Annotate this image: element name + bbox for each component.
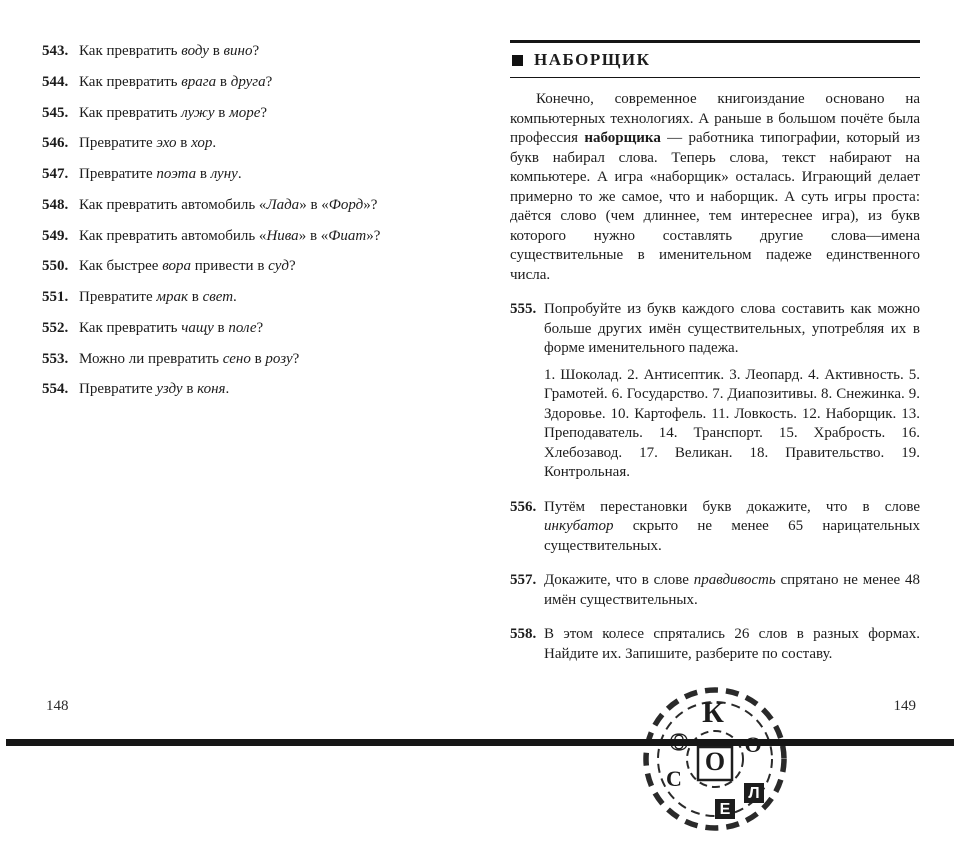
text-run: »? [366,227,381,244]
question-item [42,380,474,399]
question-number: 551. [42,289,69,305]
text-run: Как превратить [79,43,182,59]
text-run: ? [288,258,296,275]
text-run: . [233,289,237,305]
text-run: Как превратить автомобиль « [79,196,267,213]
question-number: 546. [42,135,69,152]
question-item [42,257,474,276]
text-run: Превратите [79,135,157,152]
text-run: Как превратить [79,319,182,336]
question-item [42,165,474,184]
exercise-item [510,498,920,557]
text-run: Как превратить [79,104,182,121]
exercise-paragraph [544,366,920,483]
italic-text: сено [222,350,251,367]
text-run: 1. Шоколад. 2. Антисептик. 3. Леопард. 4. Активность. 5. Грамотей. 6. Государство. 7. Диапозитивы. 8. Снежинка. 9. Здоровье. 10. Картофель. 11. Ловкость. 12. Наборщик. 13. Преподаватель. 14. Транспорт. 15. Храбрость. 16. Хлебозавод. 17. Великан. 18. Правительство. 19. Контрольная. [544,366,920,480]
italic-text: воду [181,43,209,59]
question-item [42,134,474,153]
question-item [42,73,474,92]
question-text [79,257,474,276]
question-number: 549. [42,227,69,244]
section-title: НАБОРЩИК [534,50,651,69]
italic-text: вора [162,258,192,275]
italic-text: друга [230,73,266,90]
italic-text: хор [191,135,213,152]
question-text [79,42,474,61]
text-run: » в « [298,227,329,244]
exercise-number: 556. [510,498,537,515]
italic-text: узду [156,381,183,398]
wheel-figure [625,674,805,849]
question-number: 544. [42,73,69,90]
text-run: Превратите [79,289,157,305]
wheel-letter [698,747,732,780]
question-number: 550. [42,258,69,275]
text-run: ? [265,73,273,90]
wheel-image [625,674,805,844]
text-run: . [225,381,230,398]
svg-text:Е: Е [719,801,731,818]
text-run: в [213,319,229,336]
question-item [42,350,474,369]
italic-text: чащу [181,319,214,336]
text-run: в [182,381,198,398]
italic-text: поле [228,319,257,336]
question-number: 543. [42,43,69,59]
italic-text: море [229,104,261,121]
scan-edge [6,739,954,746]
question-item [42,227,474,246]
question-text [79,165,474,184]
italic-text: свет [202,289,234,305]
question-text [79,350,474,369]
right-page-number: 149 [893,698,916,714]
question-text [79,288,474,307]
text-run: в [196,166,211,182]
exercise-item [510,571,920,610]
exercise-number: 555. [510,301,537,317]
italic-text: коня [197,381,226,398]
question-number: 553. [42,350,69,367]
text-run: Можно ли превратить [79,350,223,367]
italic-text: поэта [156,166,197,182]
svg-text:О: О [704,747,726,776]
text-run: скрыто не менее 65 нарицательных существительных. [544,518,920,554]
question-number: 545. [42,104,69,121]
text-run: — работника типографии, который из букв набирал слова. Теперь слова, текст набирают на компьютере. А игра «наборщик» осталась. Играющий делает примерно то же самое, что и наборщик. А суть игры проста: даётся слово (чем длиннее, тем интереснее игра), из букв которого нужно составлять другие слова—имена существительные в именительном падеже единственного числа. [510,130,920,283]
question-number: 547. [42,166,69,182]
italic-text: розу [265,350,293,367]
question-number: 552. [42,319,69,336]
text-run: в [176,135,192,152]
section-header [510,40,920,78]
question-text [79,73,474,92]
italic-text: правдивость [693,572,776,588]
question-item [42,288,474,307]
question-list [42,42,474,399]
text-run: Как быстрее [79,258,163,275]
italic-text: Форд [328,196,364,213]
italic-text: эхо [156,135,177,152]
right-page [510,40,920,849]
text-run: Превратите [79,166,157,182]
text-run: Как превратить [79,73,182,90]
italic-text: инкубатор [544,518,614,534]
italic-text: Нива [266,227,299,244]
exercise-number: 558. [510,626,537,642]
text-run: спрятано не менее 48 имён существительных. [544,572,920,608]
text-run: Как превратить автомобиль « [79,227,267,244]
exercise-paragraph [544,625,920,664]
text-run: ? [260,104,268,121]
exercise-number: 557. [510,572,537,588]
question-item [42,196,474,215]
exercise-paragraph [544,300,920,359]
text-run: . [237,166,242,182]
question-text [79,227,474,246]
exercise-paragraph [544,498,920,557]
text-run: ? [256,319,264,336]
intro-paragraph [510,90,920,285]
italic-text: вино [223,43,253,59]
question-number: 554. [42,381,69,398]
text-run: в [208,43,224,59]
question-number: 548. [42,196,69,213]
text-run: в [216,73,231,90]
question-text [79,380,474,399]
text-run: привести в [191,258,269,275]
italic-text: Фиат [328,227,367,244]
exercise-item [510,300,920,483]
text-run: Докажите, что в слове [544,572,694,588]
bold-text: наборщика [584,130,661,146]
question-text [79,134,474,153]
wheel-letter [744,783,764,803]
text-run: »? [363,196,378,213]
text-run: Путём перестановки букв докажите, что в слове [544,498,920,515]
text-run: ? [252,43,260,59]
italic-text: луну [210,166,238,182]
text-run: в [214,104,230,121]
question-item [42,319,474,338]
question-item [42,42,474,61]
italic-text: Лада [266,196,300,213]
italic-text: врага [181,73,217,90]
text-run: » в « [299,196,329,213]
text-run: Превратите [79,381,157,398]
text-run: в [187,289,203,305]
italic-text: суд [268,258,289,275]
question-item [42,104,474,123]
text-run: . [212,135,217,152]
left-page [42,42,474,411]
text-run: В этом колесе спрятались 26 слов в разных формах. Найдите их. Запишите, разберите по составу. [544,626,920,662]
svg-text:К: К [702,696,724,729]
question-text [79,196,474,215]
italic-text: мрак [156,289,188,305]
wheel-letter [666,766,682,791]
question-text [79,104,474,123]
text-run: Конечно, современное книгоиздание основано на компьютерных технологиях. А раньше в большом почёте была профессия [510,91,920,146]
exercise-paragraph [544,571,920,610]
left-page-number: 148 [46,698,69,714]
svg-text:Л: Л [748,785,760,802]
text-run: в [250,350,266,367]
exercise-list [510,300,920,664]
text-run: Попробуйте из букв каждого слова составить как можно больше других имён существительных, употребляя их в форме именительного падежа. [544,301,920,356]
svg-text:С: С [666,766,682,791]
text-run: ? [292,350,300,367]
exercise-item [510,625,920,664]
question-text [79,319,474,338]
wheel-letter [715,799,735,819]
wheel-letter [702,696,724,729]
italic-text: лужу [181,104,215,121]
section-marker-square-icon [512,55,523,66]
